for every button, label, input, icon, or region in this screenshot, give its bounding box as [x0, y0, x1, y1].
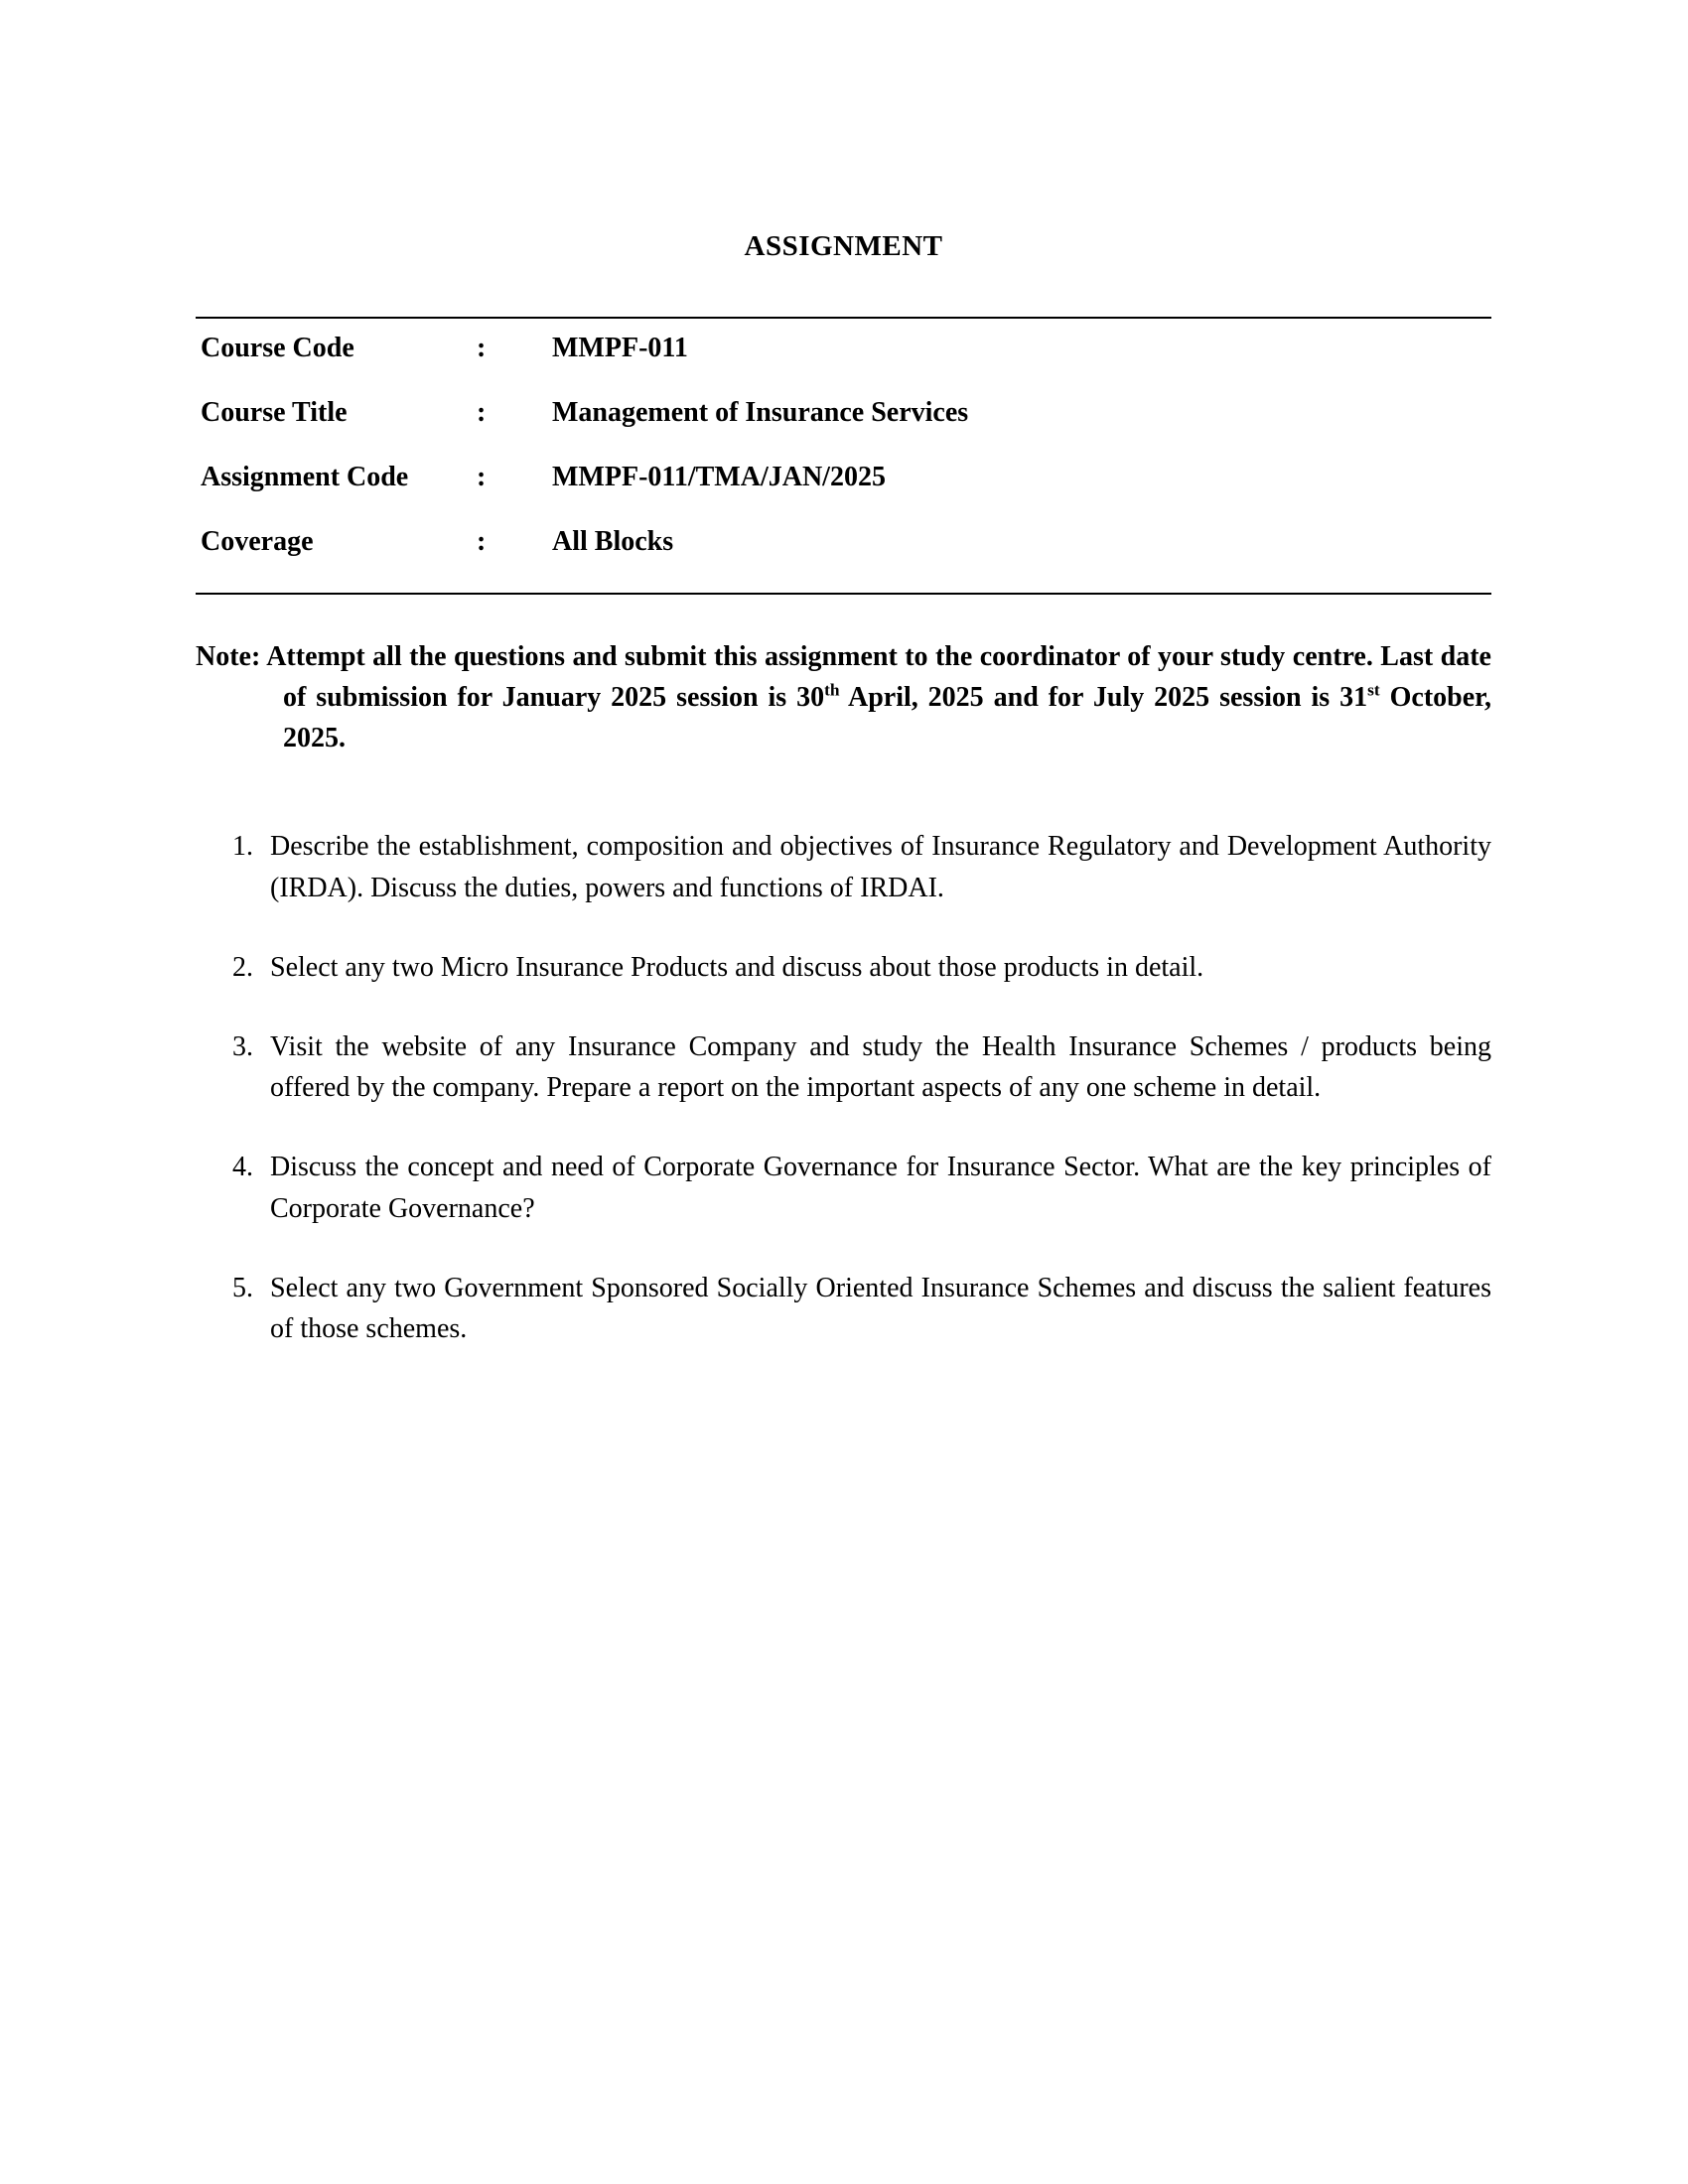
course-info-table — [196, 317, 1491, 595]
list-item — [196, 1147, 1491, 1229]
note-text-part-1: Attempt all the questions and submit this assignment to the coordinator of your study centre. Last date of submission for January 2025 session is 30 — [266, 641, 1491, 714]
table-row — [196, 464, 1491, 528]
question-number: 2. — [232, 951, 253, 983]
assignment-code-label: Assignment Code — [201, 462, 409, 492]
note-superscript-th: th — [824, 680, 840, 700]
question-text: Visit the website of any Insurance Company and study the Health Insurance Schemes / products being offered by the company. Prepare a report on the important aspects of any one scheme in detail. — [270, 1030, 1491, 1104]
page-content — [196, 0, 1491, 1366]
course-info-table-body — [196, 319, 1491, 593]
table-row — [196, 528, 1491, 593]
question-number: 1. — [232, 831, 253, 863]
question-text: Discuss the concept and need of Corporate Governance for Insurance Sector. What are the key principles of Corporate Governance? — [270, 1152, 1491, 1224]
question-text: Describe the establishment, composition and objectives of Insurance Regulatory and Development Authority (IRDA). Discuss the duties, powers and functions of IRDAI. — [270, 831, 1491, 904]
note-text-part-2: April, 2025 and for July 2025 session is 31 — [839, 682, 1368, 714]
question-list — [196, 826, 1491, 1349]
course-code-value: MMPF-011 — [552, 333, 688, 363]
coverage-label: Coverage — [201, 526, 314, 557]
coverage-colon: : — [477, 526, 487, 557]
list-item — [196, 947, 1491, 989]
table-row — [196, 319, 1491, 399]
question-number: 3. — [232, 1030, 253, 1062]
course-title-value: Management of Insurance Services — [552, 397, 969, 428]
course-title-colon: : — [477, 397, 487, 428]
list-item — [196, 1026, 1491, 1109]
question-number: 5. — [232, 1272, 253, 1303]
page-title: ASSIGNMENT — [744, 230, 943, 262]
coverage-value: All Blocks — [552, 526, 674, 557]
question-text: Select any two Micro Insurance Products and discuss about those products in detail. — [270, 951, 1204, 983]
note-superscript-st: st — [1367, 680, 1380, 700]
question-text: Select any two Government Sponsored Socially Oriented Insurance Schemes and discuss the salient features of those schemes. — [270, 1272, 1491, 1345]
course-code-label: Course Code — [201, 333, 354, 363]
course-title-label: Course Title — [201, 397, 348, 428]
list-item — [196, 1268, 1491, 1350]
assignment-code-value: MMPF-011/TMA/JAN/2025 — [552, 462, 886, 492]
table-row — [196, 399, 1491, 464]
question-number: 4. — [232, 1152, 253, 1183]
submission-note — [196, 636, 1491, 758]
list-item — [196, 826, 1491, 908]
note-label: Note: — [196, 641, 261, 672]
note-text-part-3: October, 2025. — [283, 682, 1492, 754]
course-code-colon: : — [477, 333, 487, 363]
assignment-code-colon: : — [477, 462, 487, 492]
